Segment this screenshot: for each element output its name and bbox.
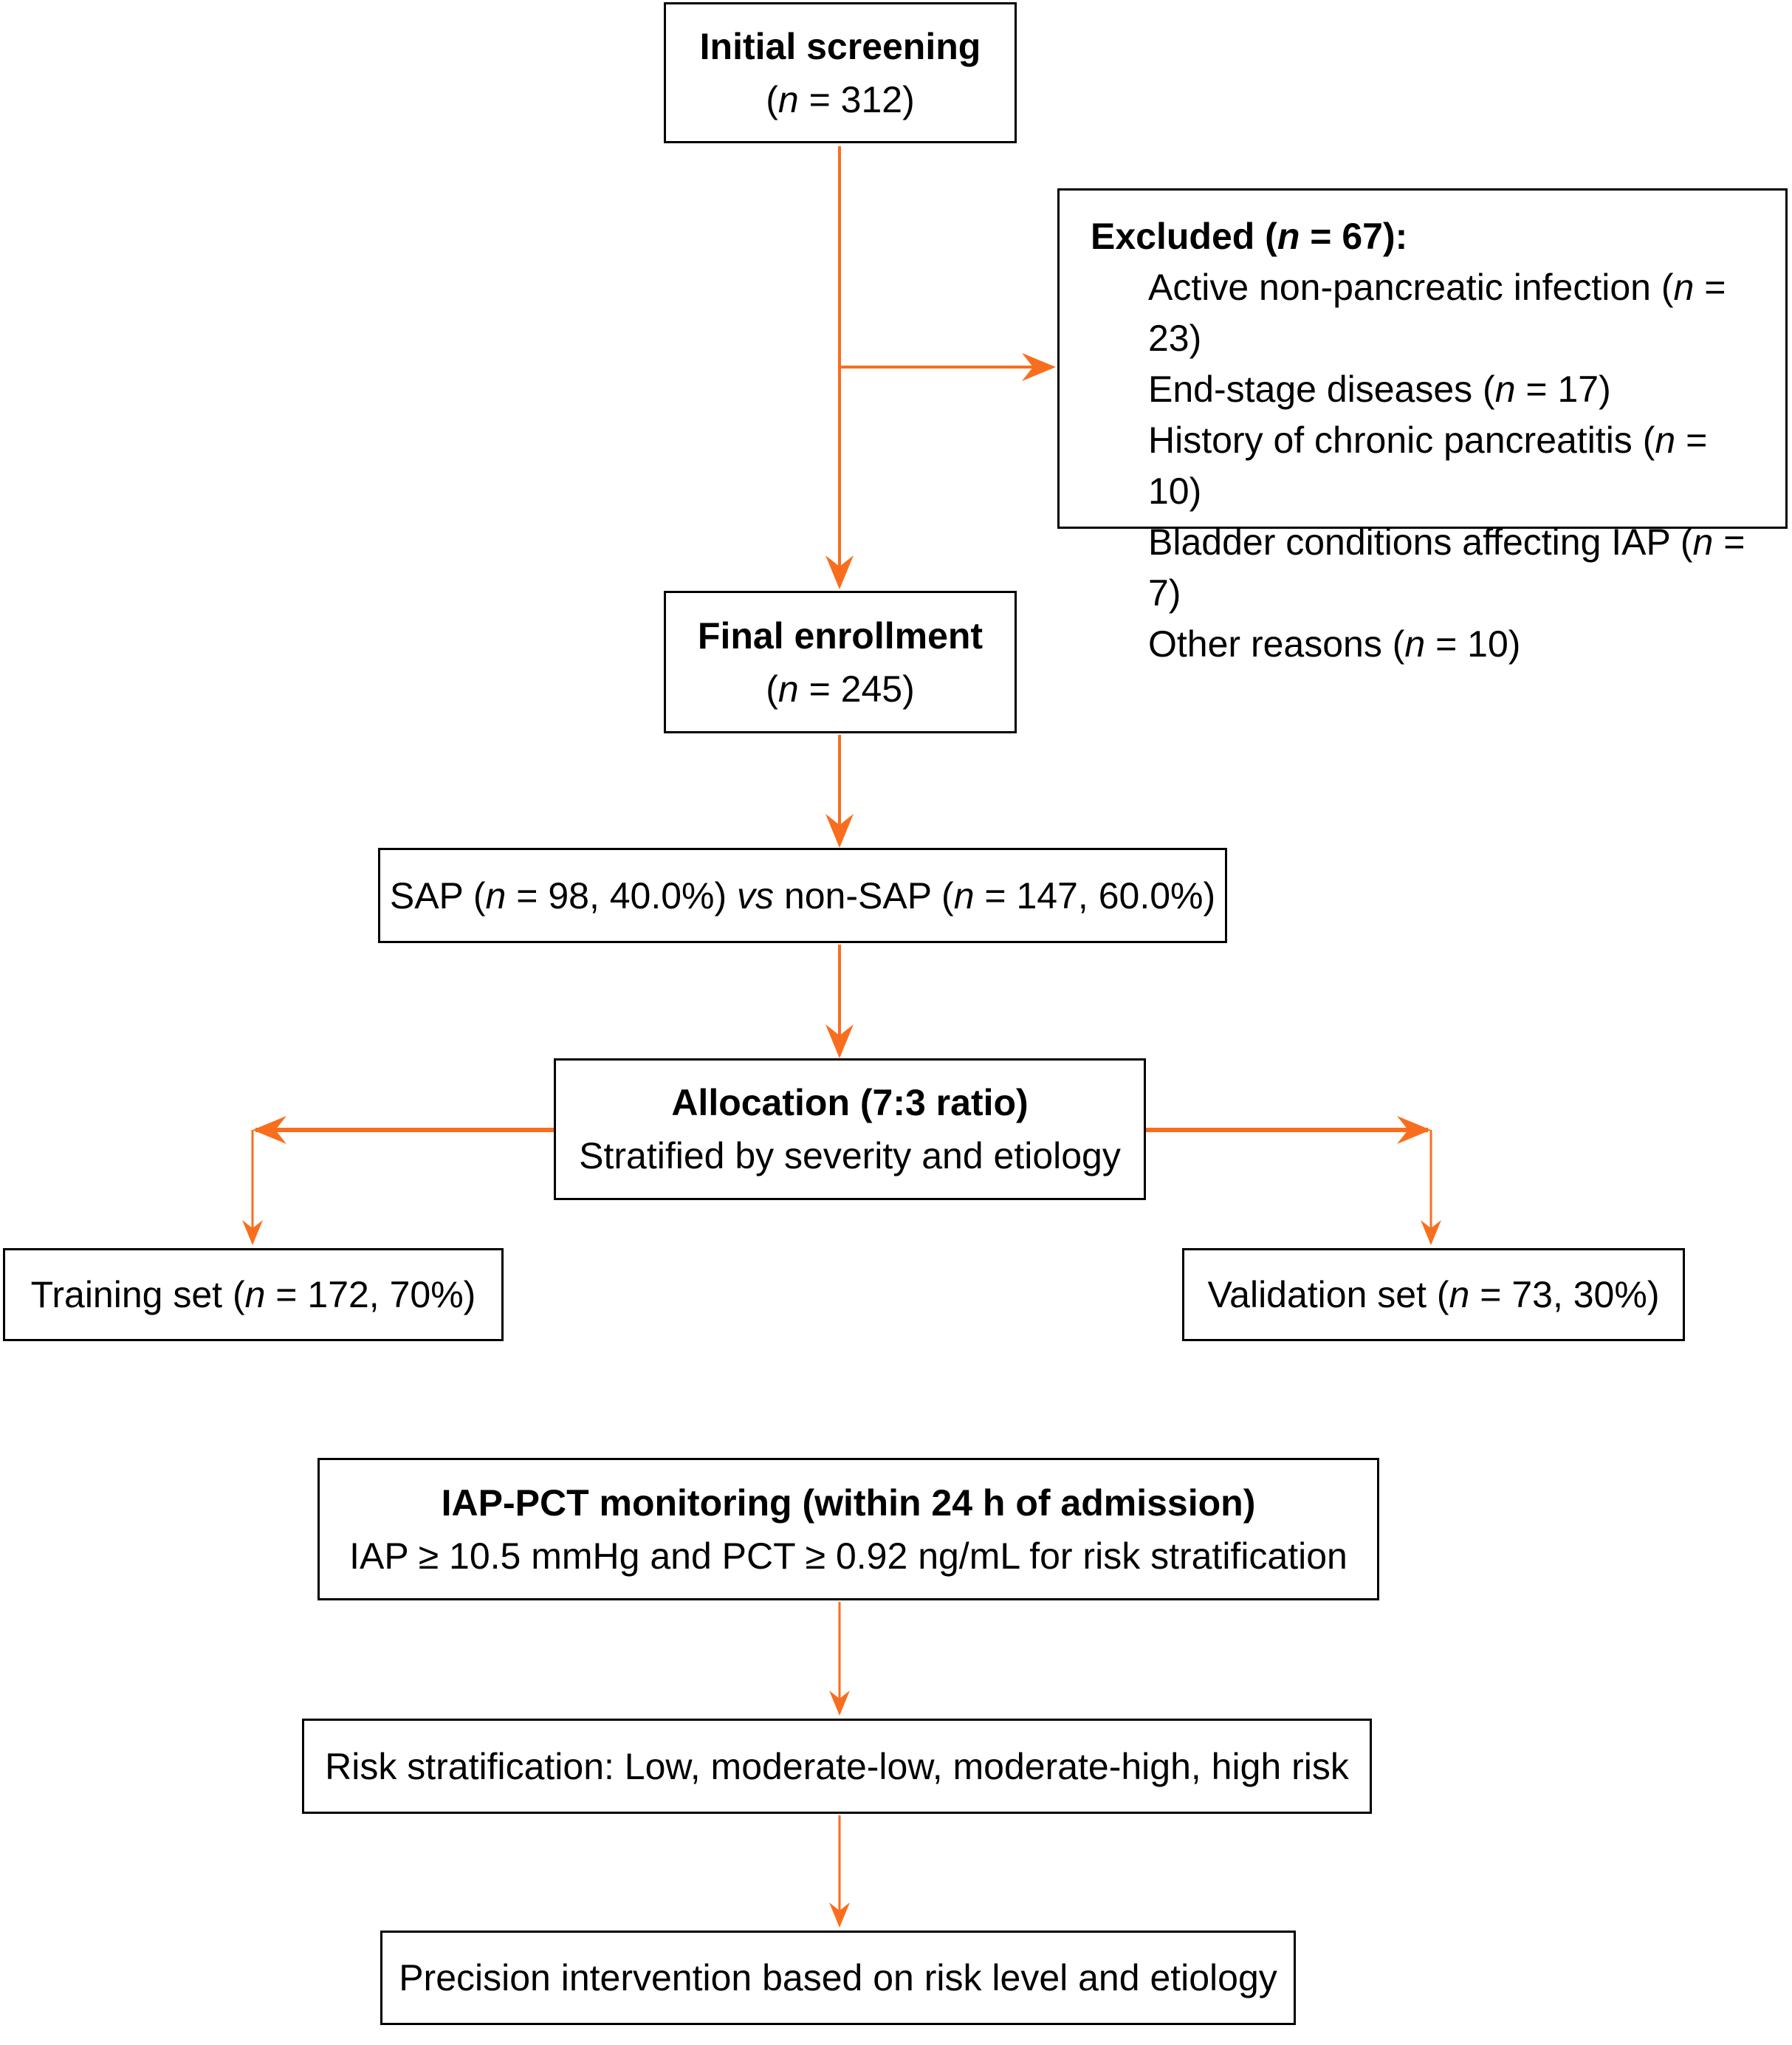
allocation-subtitle: Stratified by severity and etiology: [579, 1135, 1121, 1176]
training-set-text: Training set (n = 172, 70%): [30, 1274, 476, 1315]
final-enrollment-count: (n = 245): [766, 668, 915, 710]
initial-screening-title: Initial screening: [699, 25, 981, 67]
iap-pct-monitoring-box: [317, 1458, 1379, 1600]
final-enrollment-title: Final enrollment: [697, 614, 983, 657]
final-enrollment-box: [664, 591, 1017, 733]
excluded-item: History of chronic pancreatitis (n = 10): [1148, 419, 1708, 512]
risk-stratification-box: [302, 1719, 1372, 1814]
risk-stratification-text: Risk stratification: Low, moderate-low, moderate-high, high risk: [325, 1745, 1349, 1787]
validation-set-text: Validation set (n = 73, 30%): [1207, 1274, 1660, 1315]
precision-intervention-text: Precision intervention based on risk level and etiology: [399, 1957, 1277, 1998]
iap-pct-monitoring-title: IAP-PCT monitoring (within 24 h of admission): [441, 1481, 1256, 1524]
excluded-box: [1057, 188, 1788, 665]
allocation-box: [554, 1058, 1146, 1200]
iap-pct-monitoring-criteria: IAP ≥ 10.5 mmHg and PCT ≥ 0.92 ng/mL for risk stratification: [349, 1535, 1348, 1577]
sap-vs-nonsap-text: SAP (n = 98, 40.0%) vs non-SAP (n = 147, 60.0%): [389, 874, 1216, 917]
excluded-item: End-stage diseases (n = 17): [1148, 369, 1611, 410]
excluded-item: Other reasons (n = 10): [1148, 623, 1521, 665]
excluded-title: Excluded (n = 67):: [1091, 216, 1408, 257]
validation-set-box: [1182, 1248, 1685, 1341]
allocation-title: Allocation (7:3 ratio): [671, 1082, 1029, 1123]
precision-intervention-box: [380, 1931, 1296, 2025]
excluded-item: Active non-pancreatic infection (n = 23): [1148, 267, 1726, 359]
sap-vs-nonsap-box: [378, 848, 1227, 943]
excluded-item: Bladder conditions affecting IAP (n = 7): [1148, 521, 1745, 614]
training-set-box: [3, 1248, 504, 1341]
initial-screening-box: [664, 2, 1017, 143]
initial-screening-count: (n = 312): [766, 78, 915, 120]
